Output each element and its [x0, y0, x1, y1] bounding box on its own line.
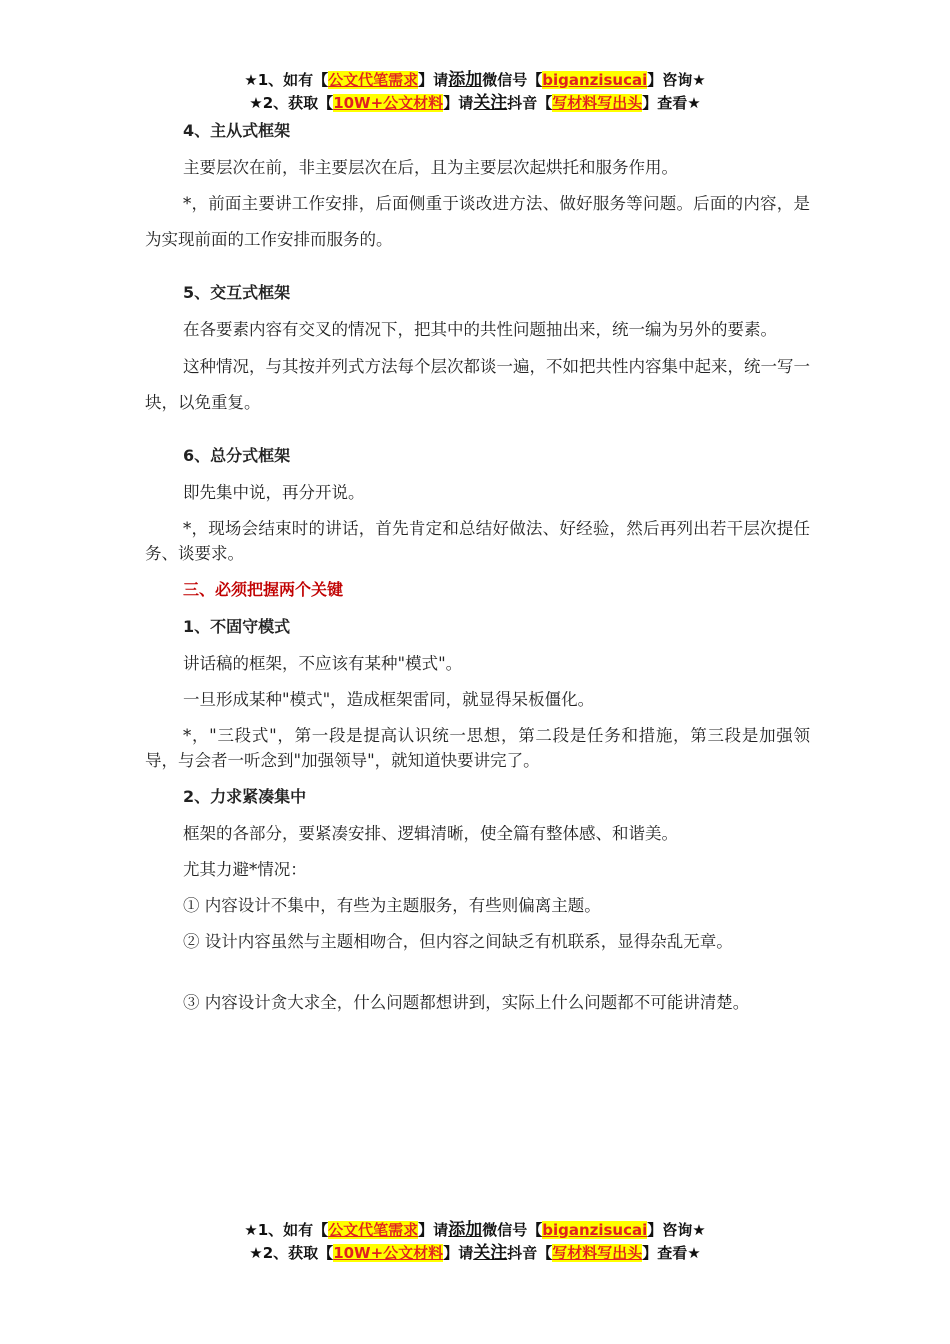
section-heading: 1、不固守模式: [183, 617, 291, 636]
paragraph: 主要层次在前，非主要层次在后，且为主要层次起烘托和服务作用。: [183, 158, 678, 177]
highlight-wechat-id: biganzisucai: [542, 71, 648, 89]
banner-text: 微信号【: [482, 71, 543, 89]
section-heading: 4、主从式框架: [183, 121, 291, 140]
paragraph: *，现场会结束时的讲话，首先肯定和总结好做法、好经验，然后再列出若干层次提任务、谈要求。: [145, 519, 810, 563]
paragraph: 即先集中说，再分开说。: [183, 483, 365, 502]
highlight-service: 公文代笔需求: [328, 71, 419, 89]
list-item: ① 内容设计不集中，有些为主题服务，有些则偏离主题。: [183, 896, 601, 915]
paragraph: *，"三段式"，第一段是提高认识统一思想，第二段是任务和措施，第三段是加强领导，与会者一听念到"加强领导"，就知道快要讲完了。: [145, 726, 810, 770]
banner-text: 抖音【: [507, 94, 553, 112]
banner-line-2: [0, 1242, 950, 1265]
banner-line-1: [0, 69, 950, 92]
banner-text: 微信号【: [482, 1221, 543, 1239]
list-item: ③ 内容设计贪大求全，什么问题都想讲到，实际上什么问题都不可能讲清楚。: [183, 993, 750, 1012]
footer-banner: [0, 1219, 950, 1265]
paragraph: 讲话稿的框架，不应该有某种"模式"。: [183, 654, 463, 673]
highlight-service: 公文代笔需求: [328, 1221, 419, 1239]
banner-line-1: [0, 1219, 950, 1242]
banner-text: 抖音【: [507, 1244, 553, 1262]
highlight-douyin: 写材料写出头: [552, 1244, 643, 1262]
banner-text: 】咨询★: [647, 71, 706, 89]
banner-emphasis: 关注: [473, 1243, 508, 1263]
list-item: ② 设计内容虽然与主题相吻合，但内容之间缺乏有机联系，显得杂乱无章。: [183, 932, 733, 951]
banner-emphasis: 添加: [448, 70, 483, 90]
paragraph: 一旦形成某种"模式"，造成框架雷同，就显得呆板僵化。: [183, 690, 595, 709]
paragraph: 框架的各部分，要紧凑安排、逻辑清晰，使全篇有整体感、和谐美。: [183, 824, 678, 843]
paragraph: 在各要素内容有交叉的情况下，把其中的共性问题抽出来，统一编为另外的要素。: [183, 320, 777, 339]
banner-text: 】请: [418, 1221, 449, 1239]
highlight-materials: 10W+公文材料: [333, 94, 444, 112]
section-heading: 5、交互式框架: [183, 283, 291, 302]
banner-text: 】咨询★: [647, 1221, 706, 1239]
banner-text: 】请: [418, 71, 449, 89]
section-heading: 2、力求紧凑集中: [183, 787, 307, 806]
header-banner: [0, 69, 950, 115]
banner-emphasis: 关注: [473, 93, 508, 113]
highlight-douyin: 写材料写出头: [552, 94, 643, 112]
highlight-materials: 10W+公文材料: [333, 1244, 444, 1262]
banner-emphasis: 添加: [448, 1220, 483, 1240]
document-body: [145, 118, 810, 1015]
banner-text: 】查看★: [642, 94, 701, 112]
paragraph: 尤其力避*情况：: [183, 860, 307, 879]
banner-line-2: [0, 92, 950, 115]
paragraph: *，前面主要讲工作安排，后面侧重于谈改进方法、做好服务等问题。后面的内容，是为实现前面的工作安排而服务的。: [145, 194, 810, 249]
banner-text: 】请: [443, 94, 474, 112]
banner-text: ★2、获取【: [249, 94, 334, 112]
banner-text: ★1、如有【: [244, 1221, 329, 1239]
banner-text: ★1、如有【: [244, 71, 329, 89]
section-heading: 6、总分式框架: [183, 446, 291, 465]
banner-text: 】请: [443, 1244, 474, 1262]
chapter-heading: 三、必须把握两个关键: [183, 580, 344, 599]
banner-text: ★2、获取【: [249, 1244, 334, 1262]
banner-text: 】查看★: [642, 1244, 701, 1262]
paragraph: 这种情况，与其按并列式方法每个层次都谈一遍，不如把共性内容集中起来，统一写一块，以免重复。: [145, 357, 810, 412]
highlight-wechat-id: biganzisucai: [542, 1221, 648, 1239]
